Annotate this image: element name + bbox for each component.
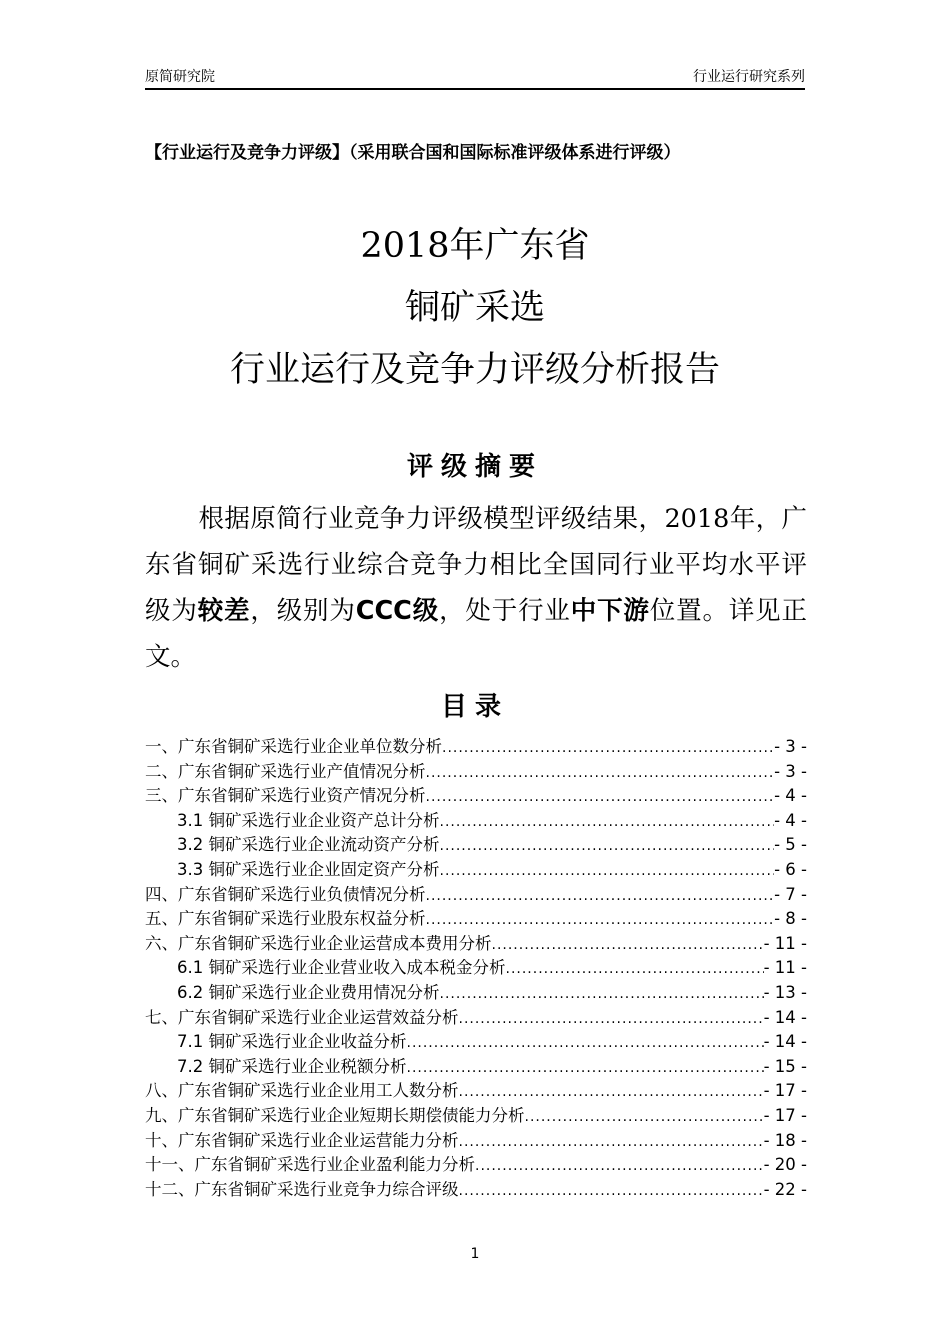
page-number: 1	[470, 1246, 480, 1262]
toc-entry-page: - 3 -	[774, 737, 807, 756]
page-header	[145, 66, 805, 90]
toc-entry-label: 6.2 铜矿采选行业企业费用情况分析	[177, 982, 440, 1002]
toc-entry-label: 6.1 铜矿采选行业企业营业收入成本税金分析	[177, 958, 506, 978]
toc-entry[interactable]	[145, 782, 807, 807]
toc-entry-label: 7.1 铜矿采选行业企业收益分析	[177, 1032, 407, 1052]
toc-entry[interactable]	[145, 1151, 807, 1176]
toc-leader	[426, 765, 775, 781]
toc-entry-page: - 15 -	[763, 1056, 807, 1076]
toc-entry[interactable]	[145, 1127, 807, 1152]
toc-entry-page: - 5 -	[774, 835, 807, 855]
toc-heading: 目录	[440, 692, 509, 722]
toc-entry-page: - 3 -	[774, 761, 807, 781]
toc-entry-label: 三、广东省铜矿采选行业资产情况分析	[145, 786, 426, 806]
toc-entry[interactable]	[145, 979, 807, 1004]
toc-entry[interactable]	[145, 733, 807, 758]
toc-entry-label: 3.1 铜矿采选行业企业资产总计分析	[177, 810, 440, 830]
toc-leader	[440, 814, 775, 830]
header-series: 行业运行研究系列	[693, 69, 805, 85]
toc-entry-page: - 18 -	[763, 1130, 807, 1150]
table-of-contents	[145, 733, 807, 1200]
title-line-2: 铜矿采选	[404, 288, 545, 328]
toc-entry-page: - 22 -	[763, 1179, 807, 1199]
summary-text: 位置。详见正文。	[145, 596, 807, 672]
toc-entry[interactable]	[145, 1176, 807, 1201]
toc-entry-label: 十、广东省铜矿采选行业企业运营能力分析	[145, 1130, 459, 1150]
summary-rating: 较差	[197, 596, 251, 626]
toc-leader	[459, 1011, 764, 1027]
header-org: 原简研究院	[145, 69, 215, 85]
toc-entry-label: 3.3 铜矿采选行业企业固定资产分析	[177, 859, 440, 879]
toc-entry[interactable]	[145, 831, 807, 856]
toc-entry-label: 一、广东省铜矿采选行业企业单位数分析	[145, 737, 442, 756]
toc-leader	[407, 1060, 764, 1076]
toc-leader	[407, 1035, 764, 1051]
toc-entry-label: 九、广东省铜矿采选行业企业短期长期偿债能力分析	[145, 1105, 525, 1125]
toc-leader	[440, 863, 775, 879]
toc-entry[interactable]	[145, 905, 807, 930]
toc-entry-label: 3.2 铜矿采选行业企业流动资产分析	[177, 835, 440, 855]
toc-entry-page: - 17 -	[763, 1105, 807, 1125]
toc-entry-page: - 7 -	[774, 884, 807, 904]
toc-entry[interactable]	[145, 930, 807, 955]
toc-entry-page: - 4 -	[774, 786, 807, 806]
title-line-1: 2018年广东省	[360, 226, 590, 266]
toc-entry[interactable]	[145, 881, 807, 906]
summary-position: 中下游	[570, 596, 650, 626]
toc-entry-label: 7.2 铜矿采选行业企业税额分析	[177, 1056, 407, 1076]
toc-leader	[525, 1109, 764, 1125]
toc-leader	[459, 1134, 764, 1150]
summary-paragraph	[145, 496, 807, 680]
toc-entry-page: - 11 -	[763, 933, 807, 953]
toc-entry-page: - 20 -	[763, 1155, 807, 1175]
summary-text: ，级别为	[250, 596, 356, 626]
toc-leader	[426, 888, 775, 904]
toc-leader	[459, 1183, 764, 1199]
summary-text: 根据原简行业竞争力评级模型评级结果，2018年，广东省铜矿采选行业综合竞争力相比全国同行业平均水平评级为	[145, 504, 807, 626]
toc-entry-label: 八、广东省铜矿采选行业企业用工人数分析	[145, 1081, 459, 1101]
toc-entry[interactable]	[145, 1053, 807, 1078]
toc-leader	[440, 838, 775, 854]
toc-leader	[442, 740, 774, 756]
toc-entry-label: 五、广东省铜矿采选行业股东权益分析	[145, 909, 426, 929]
toc-entry-label: 十一、广东省铜矿采选行业企业盈利能力分析	[145, 1155, 475, 1175]
toc-entry-label: 六、广东省铜矿采选行业企业运营成本费用分析	[145, 933, 492, 953]
report-tagline: 【行业运行及竞争力评级】（采用联合国和国际标准评级体系进行评级）	[145, 143, 681, 163]
summary-heading: 评级摘要	[406, 452, 543, 482]
toc-entry[interactable]	[145, 758, 807, 783]
toc-entry-page: - 4 -	[774, 810, 807, 830]
toc-leader	[426, 912, 775, 928]
toc-entry-page: - 13 -	[763, 982, 807, 1002]
toc-entry-page: - 6 -	[774, 859, 807, 879]
toc-entry-page: - 14 -	[763, 1032, 807, 1052]
toc-entry[interactable]	[145, 807, 807, 832]
toc-entry[interactable]	[145, 856, 807, 881]
toc-entry-label: 四、广东省铜矿采选行业负债情况分析	[145, 884, 426, 904]
toc-leader	[440, 986, 764, 1002]
toc-entry[interactable]	[145, 1004, 807, 1029]
toc-entry[interactable]	[145, 1028, 807, 1053]
toc-leader	[492, 937, 764, 953]
toc-entry[interactable]	[145, 954, 807, 979]
toc-entry-label: 七、广东省铜矿采选行业企业运营效益分析	[145, 1007, 459, 1027]
toc-leader	[459, 1084, 764, 1100]
toc-entry[interactable]	[145, 1102, 807, 1127]
toc-leader	[475, 1158, 764, 1174]
toc-entry-label: 二、广东省铜矿采选行业产值情况分析	[145, 761, 426, 781]
toc-entry-page: - 14 -	[763, 1007, 807, 1027]
summary-text: ，处于行业	[439, 596, 571, 626]
toc-entry-page: - 8 -	[774, 909, 807, 929]
summary-grade: CCC级	[355, 596, 440, 626]
toc-entry-page: - 11 -	[763, 958, 807, 978]
toc-entry[interactable]	[145, 1077, 807, 1102]
toc-leader	[506, 961, 764, 977]
toc-entry-page: - 17 -	[763, 1081, 807, 1101]
title-line-3: 行业运行及竞争力评级分析报告	[229, 350, 720, 390]
toc-entry-label: 十二、广东省铜矿采选行业竞争力综合评级	[145, 1179, 459, 1199]
toc-leader	[426, 789, 775, 805]
